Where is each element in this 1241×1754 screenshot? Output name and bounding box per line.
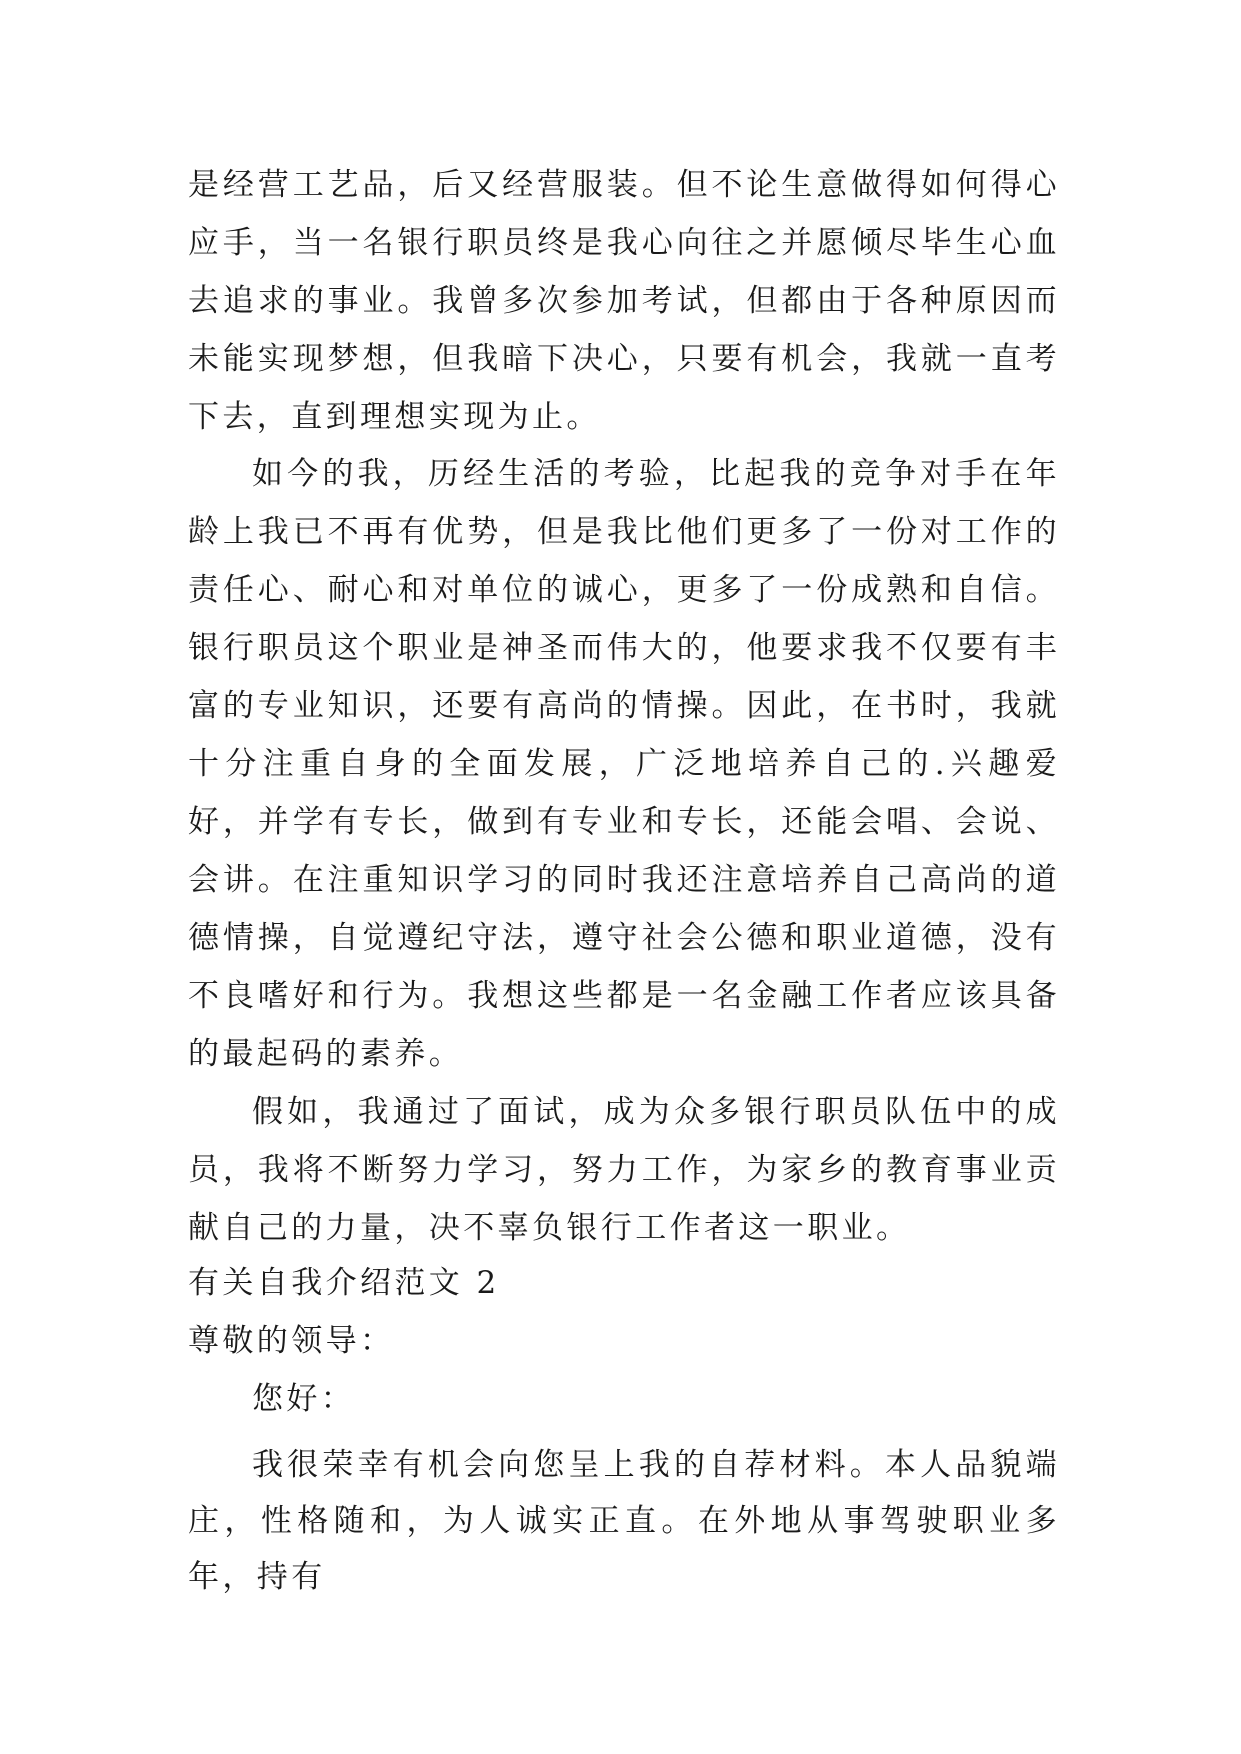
text-block-qualities	[188, 445, 1060, 1257]
paragraph-commitment: 假如，我通过了面试，成为众多银行职员队伍中的成员，我将不断努力学习，努力工作，为家乡的教育事业贡献自己的力量，决不辜负银行工作者这一职业。	[188, 1094, 1060, 1246]
greeting: 您好：	[252, 1381, 356, 1417]
salutation: 尊敬的领导：	[188, 1323, 395, 1359]
paragraph-introduction: 我很荣幸有机会向您呈上我的自荐材料。本人品貌端庄，性格随和，为人诚实正直。在外地从事驾驶职业多年，持有	[188, 1447, 1060, 1595]
text-block-introduction	[188, 1437, 1060, 1605]
section-heading: 有关自我介绍范文 2	[188, 1265, 500, 1301]
paragraph-qualities: 如今的我，历经生活的考验，比起我的竞争对手在年龄上我已不再有优势，但是我比他们更多了一份对工作的责任心、耐心和对单位的诚心，更多了一份成熟和自信。银行职员这个职业是神圣而伟大的，他要求我不仅要有丰富的专业知识，还要有高尚的情操。因此，在书时，我就十分注重自身的全面发展，广泛地培养自己的.兴趣爱好，并学有专长，做到有专业和专长，还能会唱、会说、会讲。在注重知识学习的同时我还注意培养自己高尚的道德情操，自觉遵纪守法，遵守社会公德和职业道德，没有不良嗜好和行为。我想这些都是一名金融工作者应该具备的最起码的素养。	[188, 456, 1060, 1072]
paragraph-career-goal: 是经营工艺品，后又经营服装。但不论生意做得如何得心应手，当一名银行职员终是我心向往之并愿倾尽毕生心血去追求的事业。我曾多次参加考试，但都由于各种原因而未能实现梦想，但我暗下决心，只要有机会，我就一直考下去，直到理想实现为止。	[188, 167, 1060, 435]
text-block-career	[188, 156, 1060, 446]
